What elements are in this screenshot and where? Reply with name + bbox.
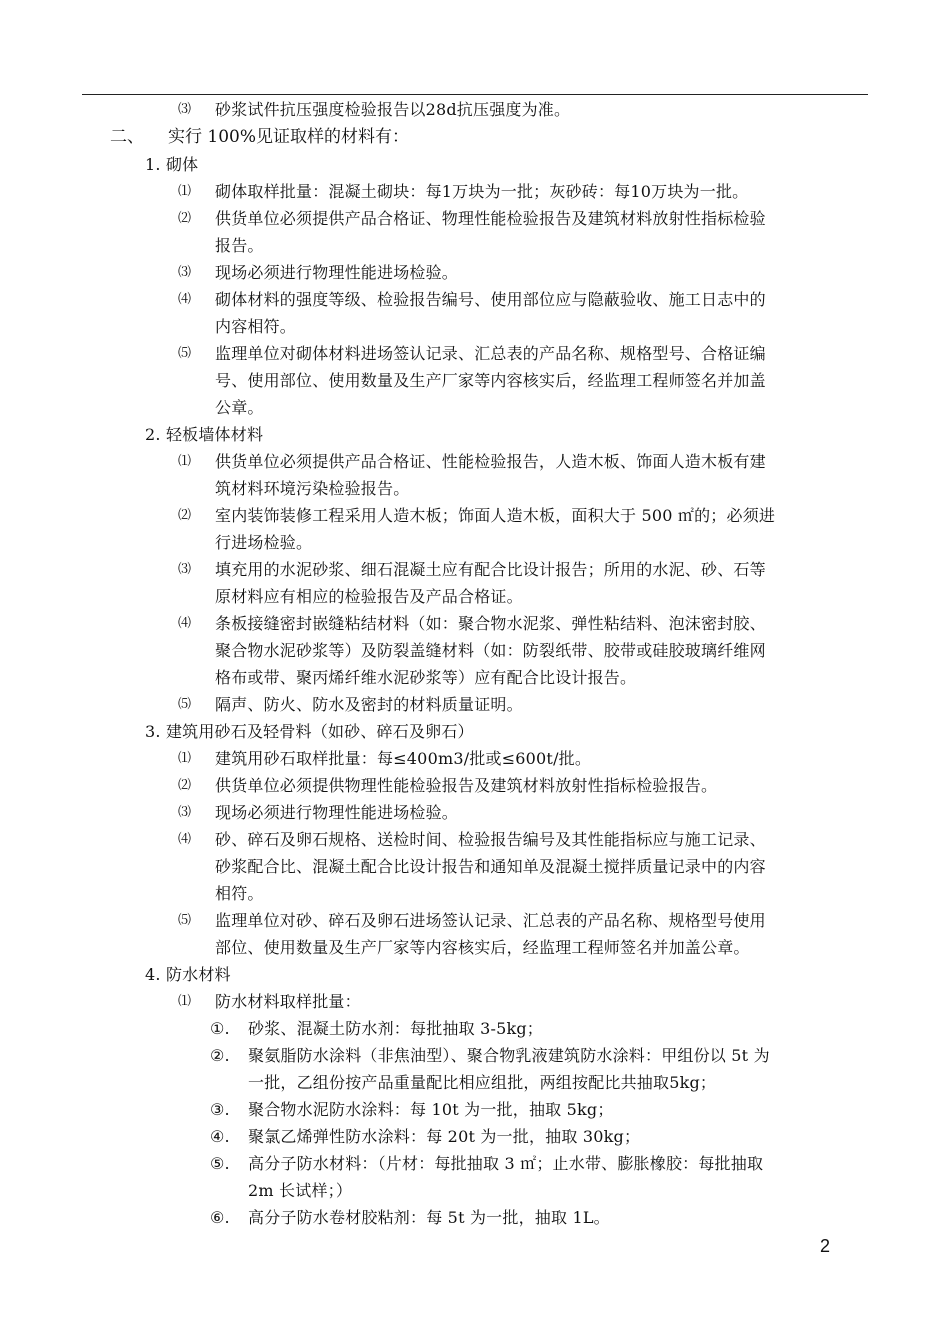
item-text: 供货单位必须提供产品合格证、性能检验报告，人造木板、饰面人造木板有建 [215,452,766,471]
group-heading [0,961,950,988]
item-number: ⑸ [178,913,192,928]
header-rule [82,94,868,95]
item-text: 现场必须进行物理性能进场检验。 [215,263,459,282]
list-item [0,502,950,556]
item-text: 现场必须进行物理性能进场检验。 [215,803,459,822]
list-item [0,799,950,826]
section-title: 实行 100%见证取样的材料有： [168,127,410,147]
item-text: 号、使用部位、使用数量及生产厂家等内容核实后，经监理工程师签名并加盖 [215,371,766,390]
sub-list-item [0,1123,950,1150]
group-heading [0,718,950,745]
item-text: 内容相符。 [215,317,297,336]
group-title: 2. 轻板墙体材料 [145,425,264,444]
group-heading [0,421,950,448]
item-number: ⑶ [178,265,192,280]
list-item [0,988,950,1015]
list-item [0,340,950,421]
item-number: ⑷ [178,616,192,631]
list-item [0,745,950,772]
item-text: 聚氯乙烯弹性防水涂料：每 20t 为一批，抽取 30kg； [248,1127,641,1146]
list-item [0,772,950,799]
page-number: 2 [820,1236,831,1256]
item-text: 聚合物水泥砂浆等）及防裂盖缝材料（如：防裂纸带、胶带或硅胶玻璃纤维网 [215,641,766,660]
group-title: 1. 砌体 [145,155,199,174]
list-item [0,907,950,961]
item-number: ⑸ [178,697,192,712]
item-number: ⑵ [178,211,192,226]
list-item [0,448,950,502]
list-item [0,286,950,340]
item-text: 砂浆配合比、混凝土配合比设计报告和通知单及混凝土搅拌质量记录中的内容 [215,857,766,876]
item-text: 行进场检验。 [215,533,313,552]
item-number: ⑵ [178,508,192,523]
item-text: 聚氨脂防水涂料（非焦油型）、聚合物乳液建筑防水涂料：甲组份以 5t 为 [248,1046,770,1065]
item-text: 聚合物水泥防水涂料：每 10t 为一批，抽取 5kg； [248,1100,614,1119]
item-text: 筑材料环境污染检验报告。 [215,479,410,498]
item-text: 原材料应有相应的检验报告及产品合格证。 [215,587,523,606]
sub-list-item [0,1042,950,1096]
document-body [0,96,950,1231]
sub-item-number: ①. [210,1019,230,1038]
item-text: 防水材料取样批量： [215,992,361,1011]
sub-item-number: ⑥. [210,1208,230,1227]
sub-list-item [0,1015,950,1042]
item-text: 供货单位必须提供物理性能检验报告及建筑材料放射性指标检验报告。 [215,776,718,795]
item-number: ⑷ [178,832,192,847]
sub-item-number: ③. [210,1100,230,1119]
item-text: 建筑用砂石取样批量：每≤400m3/批或≤600t/批。 [215,749,592,768]
item-text: 高分子防水材料：（片材：每批抽取 3 ㎡；止水带、膨胀橡胶：每批抽取 [248,1154,764,1173]
item-number: ⑴ [178,184,192,199]
list-item [0,205,950,259]
list-item [0,826,950,907]
item-number: ⑶ [178,102,192,117]
section-heading [0,123,950,151]
item-text: 监理单位对砌体材料进场签认记录、汇总表的产品名称、规格型号、合格证编 [215,344,766,363]
section-number: 二、 [110,127,144,147]
item-text: 一批，乙组份按产品重量配比相应组批，两组按配比共抽取5kg； [248,1073,717,1092]
item-text: 监理单位对砂、碎石及卵石进场签认记录、汇总表的产品名称、规格型号使用 [215,911,766,930]
sub-item-number: ②. [210,1046,230,1065]
item-text: 砂浆试件抗压强度检验报告以28d抗压强度为准。 [215,100,571,119]
item-number: ⑸ [178,346,192,361]
item-number: ⑶ [178,562,192,577]
item-text: 供货单位必须提供产品合格证、物理性能检验报告及建筑材料放射性指标检验 [215,209,766,228]
group-title: 3. 建筑用砂石及轻骨料（如砂、碎石及卵石） [145,722,474,741]
item-number: ⑶ [178,805,192,820]
group-heading [0,151,950,178]
list-item [0,691,950,718]
intro-item [0,96,950,123]
item-text: 条板接缝密封嵌缝粘结材料（如：聚合物水泥浆、弹性粘结料、泡沫密封胶、 [215,614,766,633]
item-text: 隔声、防火、防水及密封的材料质量证明。 [215,695,523,714]
item-text: 砂、碎石及卵石规格、送检时间、检验报告编号及其性能指标应与施工记录、 [215,830,766,849]
item-text: 格布或带、聚丙烯纤维水泥砂浆等）应有配合比设计报告。 [215,668,637,687]
item-text: 部位、使用数量及生产厂家等内容核实后，经监理工程师签名并加盖公章。 [215,938,750,957]
sub-list-item [0,1204,950,1231]
list-item [0,178,950,205]
sub-list-item [0,1150,950,1204]
list-item [0,610,950,691]
item-text: 填充用的水泥砂浆、细石混凝土应有配合比设计报告；所用的水泥、砂、石等 [215,560,766,579]
item-text: 室内装饰装修工程采用人造木板；饰面人造木板，面积大于 500 ㎡的；必须进 [215,506,776,525]
group-title: 4. 防水材料 [145,965,231,984]
sub-list-item [0,1096,950,1123]
list-item [0,556,950,610]
item-number: ⑴ [178,751,192,766]
item-text: 砌体取样批量：混凝土砌块：每1万块为一批；灰砂砖：每10万块为一批。 [215,182,749,201]
item-text: 砌体材料的强度等级、检验报告编号、使用部位应与隐蔽验收、施工日志中的 [215,290,766,309]
item-text: 高分子防水卷材胶粘剂：每 5t 为一批，抽取 1L。 [248,1208,610,1227]
item-text: 砂浆、混凝土防水剂：每批抽取 3-5kg； [248,1019,543,1038]
item-number: ⑴ [178,454,192,469]
list-item [0,259,950,286]
item-text: 公章。 [215,398,264,417]
item-number: ⑴ [178,994,192,1009]
item-text: 报告。 [215,236,264,255]
item-number: ⑵ [178,778,192,793]
sub-item-number: ④. [210,1127,230,1146]
sub-item-number: ⑤. [210,1154,230,1173]
item-text: 2m 长试样；） [248,1181,353,1200]
item-number: ⑷ [178,292,192,307]
item-text: 相符。 [215,884,264,903]
